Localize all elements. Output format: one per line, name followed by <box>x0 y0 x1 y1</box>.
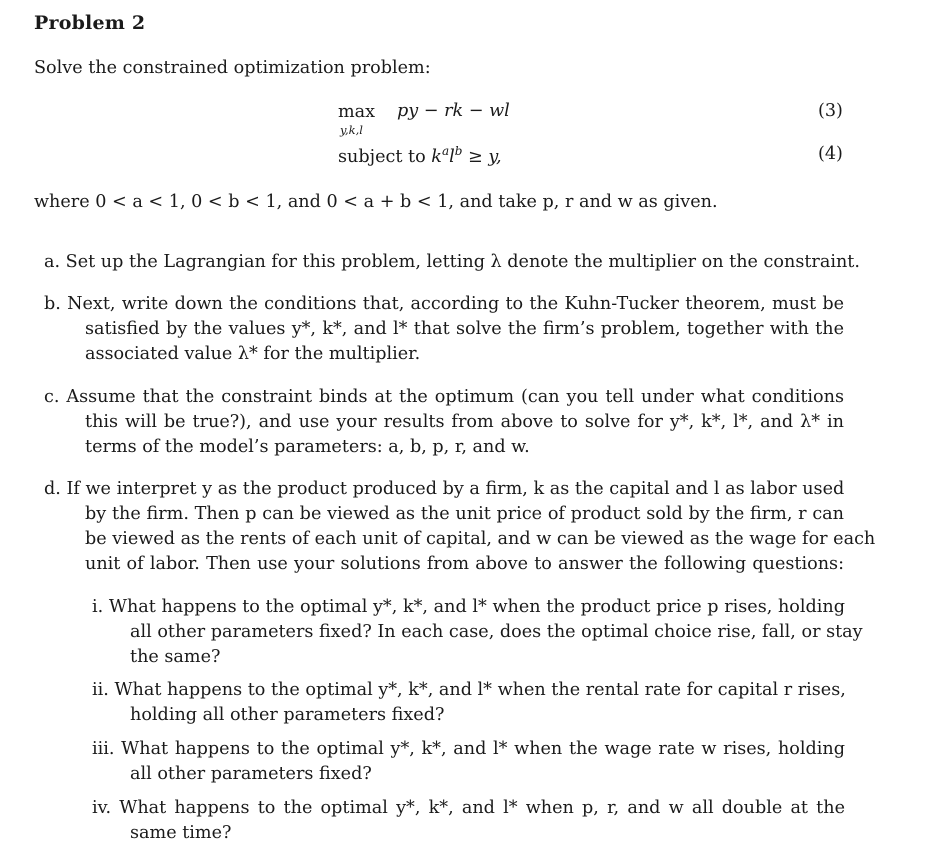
part-d-ii <box>92 678 845 728</box>
part-c-line: terms of the model’s parameters: a, b, p, r, and w. <box>85 437 530 457</box>
part-a <box>44 250 860 275</box>
part-d-iv <box>92 796 845 846</box>
equation-number-3: (3) <box>818 101 843 121</box>
constraint-exp-a: a <box>441 144 450 158</box>
problem-intro: Solve the constrained optimization problem: <box>34 58 431 78</box>
objective-function: py − rk − wl <box>397 101 510 121</box>
part-c <box>44 385 844 460</box>
part-d-line: by the firm. Then p can be viewed as the unit price of product sold by the firm, r can <box>85 504 844 524</box>
max-operator: max <box>338 102 376 122</box>
constraint-rest: ≥ y, <box>462 146 502 167</box>
part-d-line: unit of labor. Then use your solutions from above to answer the following questions: <box>85 554 844 574</box>
part-d-i-line: the same? <box>130 647 221 667</box>
part-d-ii-line: ii. What happens to the optimal y*, k*, and l* when the rental rate for capital r rises, <box>92 680 846 700</box>
part-b-line: satisfied by the values y*, k*, and l* that solve the firm’s problem, together with the <box>85 319 844 339</box>
part-d-i-line: all other parameters fixed? In each case, does the optimal choice rise, fall, or stay <box>130 622 863 642</box>
part-b <box>44 292 844 367</box>
equation-number-4: (4) <box>818 144 843 164</box>
part-a-line: a. Set up the Lagrangian for this problem, letting λ denote the multiplier on the constraint. <box>44 252 860 272</box>
part-d-i-line: i. What happens to the optimal y*, k*, and l* when the product price p rises, holding <box>92 597 845 617</box>
max-subscript: y,k,l <box>340 123 363 137</box>
part-b-line: b. Next, write down the conditions that, according to the Kuhn-Tucker theorem, must be <box>44 294 844 314</box>
part-c-line: c. Assume that the constraint binds at the optimum (can you tell under what conditions <box>44 387 844 407</box>
part-d-iv-line: same time? <box>130 823 232 843</box>
part-d <box>44 477 876 577</box>
parameter-conditions: where 0 < a < 1, 0 < b < 1, and 0 < a + b < 1, and take p, r and w as given. <box>34 192 718 212</box>
part-d-i <box>92 595 863 670</box>
part-b-line: associated value λ* for the multiplier. <box>85 344 421 364</box>
part-c-line: this will be true?), and use your results from above to solve for y*, k*, l*, and λ* in <box>85 412 844 432</box>
constraint-prefix: subject to <box>338 146 432 167</box>
constraint-k: k <box>431 146 442 167</box>
part-d-line: d. If we interpret y as the product produced by a firm, k as the capital and l as labor used <box>44 479 845 499</box>
part-d-line: be viewed as the rents of each unit of capital, and w can be viewed as the wage for each <box>85 529 876 549</box>
constraint-l: l <box>449 146 455 167</box>
part-d-iii <box>92 737 845 787</box>
part-d-iii-line: iii. What happens to the optimal y*, k*, and l* when the wage rate w rises, holding <box>92 739 845 759</box>
part-d-iii-line: all other parameters fixed? <box>130 764 372 784</box>
constraint <box>338 144 502 167</box>
problem-heading: Problem 2 <box>34 12 146 34</box>
part-d-ii-line: holding all other parameters fixed? <box>130 705 445 725</box>
constraint-exp-b: b <box>454 144 463 158</box>
part-d-iv-line: iv. What happens to the optimal y*, k*, and l* when p, r, and w all double at the <box>92 798 845 818</box>
